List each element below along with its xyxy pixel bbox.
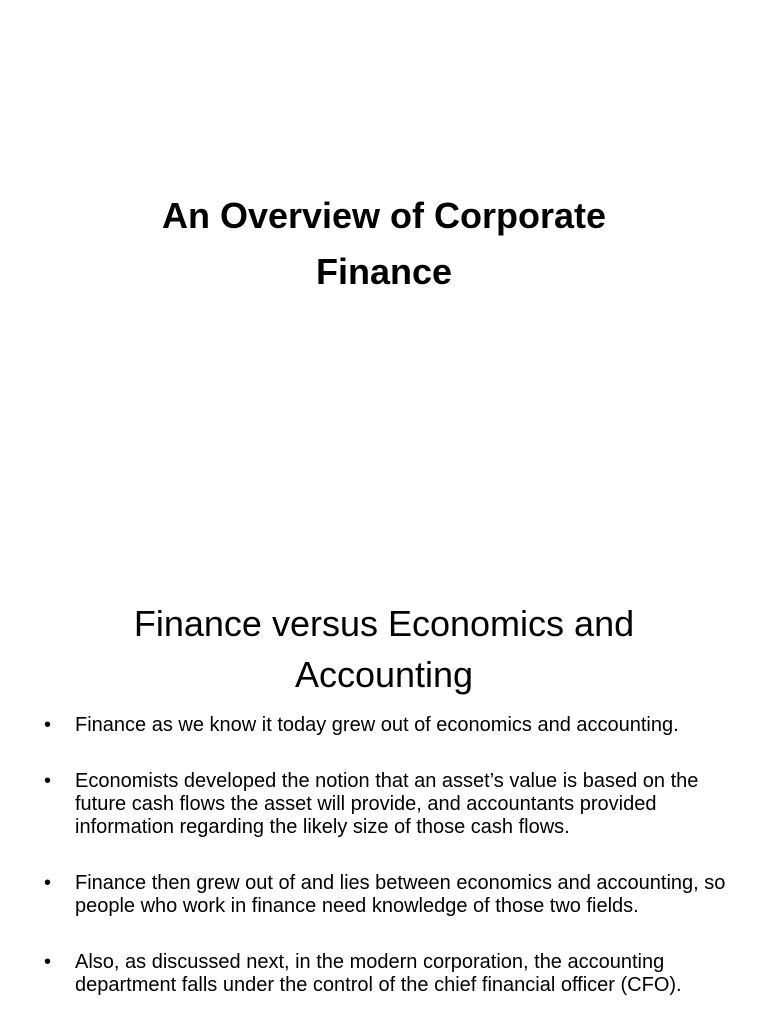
slide-title xyxy=(84,188,684,300)
bullet-item xyxy=(0,714,768,737)
bullet-icon: • xyxy=(44,714,52,736)
bullet-icon: • xyxy=(44,872,52,894)
bullet-text: Also, as discussed next, in the modern corporation, the accounting department falls under the control of the chief financial officer (CFO). xyxy=(75,951,682,996)
bullet-icon: • xyxy=(44,951,52,973)
bullet-text: Finance then grew out of and lies between economics and accounting, so people who work in finance need knowledge of those two fields. xyxy=(75,872,726,917)
bullet-text: Finance as we know it today grew out of economics and accounting. xyxy=(75,714,679,736)
content-slide xyxy=(0,576,768,1024)
bullet-list xyxy=(0,714,768,1024)
slide-heading xyxy=(84,598,684,700)
slide-title-line-1: An Overview of Corporate xyxy=(161,195,607,236)
bullet-item xyxy=(0,770,768,839)
slide-heading-line-1: Finance versus Economics and xyxy=(133,603,635,644)
bullet-text: Economists developed the notion that an asset’s value is based on the future cash flows the asset will provide, and accountants provided information regarding the likely size of those cash flows. xyxy=(75,770,699,838)
bullet-item xyxy=(0,872,768,918)
bullet-icon: • xyxy=(44,770,52,792)
slide-heading-line-2: Accounting xyxy=(294,654,474,695)
slide-title-line-2: Finance xyxy=(315,251,453,292)
bullet-item xyxy=(0,951,768,997)
